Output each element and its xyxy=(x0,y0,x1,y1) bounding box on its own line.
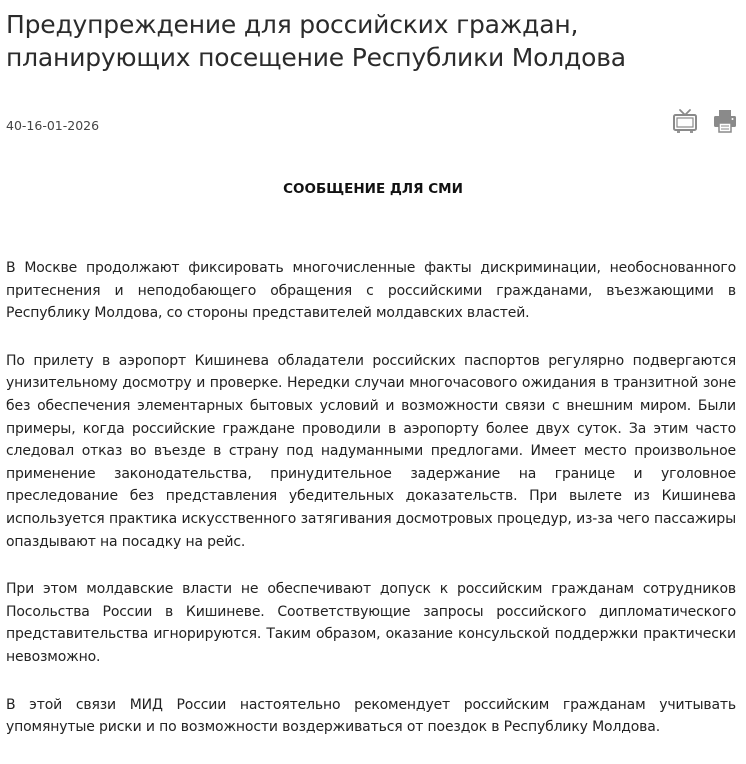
article-paragraph: По прилету в аэропорт Кишинева обладатели российских паспортов регулярно подвергаются унизительному досмотру и проверке. Нередки случаи многочасового ожидания в транзитной зоне без обеспечения элементарных бытовых условий и возможности связи с внешним миром. Были примеры, когда российские граждане проводили в аэропорту более двух суток. За этим часто следовал отказ во въезде в страну под надуманными предлогами. Имеет место произвольное применение законодательства, принудительное задержание на границе и уголовное преследование без представления убедительных доказательств. При вылете из Кишинева используется практика искусственного затягивания досмотровых процедур, из-за чего пассажиры опаздывают на посадку на рейс. xyxy=(6,352,736,550)
article-paragraph: При этом молдавские власти не обеспечивают допуск к российским гражданам сотрудников Посольства России в Кишиневе. Соответствующие запросы российского дипломатического представительства игнорируются. Таким образом, оказание консульской поддержки практически невозможно. xyxy=(6,581,736,665)
article-body xyxy=(6,257,736,764)
tv-icon[interactable] xyxy=(672,108,698,134)
article-paragraph: В этой связи МИД России настоятельно рекомендует российским гражданам учитывать упомянутые риски и по возможности воздерживаться от поездок в Республику Молдова. xyxy=(6,696,736,736)
article-toolbar xyxy=(672,108,738,134)
article-paragraph: В Москве продолжают фиксировать многочисленные факты дискриминации, необоснованного притеснения и неподобающего обращения с российскими гражданами, въезжающими в Республику Молдова, со стороны представителей молдавских властей. xyxy=(6,260,736,322)
press-release-heading: СООБЩЕНИЕ ДЛЯ СМИ xyxy=(283,181,463,197)
printer-icon[interactable] xyxy=(712,108,738,134)
page-title: Предупреждение для российских граждан, планирующих посещение Республики Молдова xyxy=(6,10,626,72)
publication-date: 40-16-01-2026 xyxy=(6,118,100,133)
